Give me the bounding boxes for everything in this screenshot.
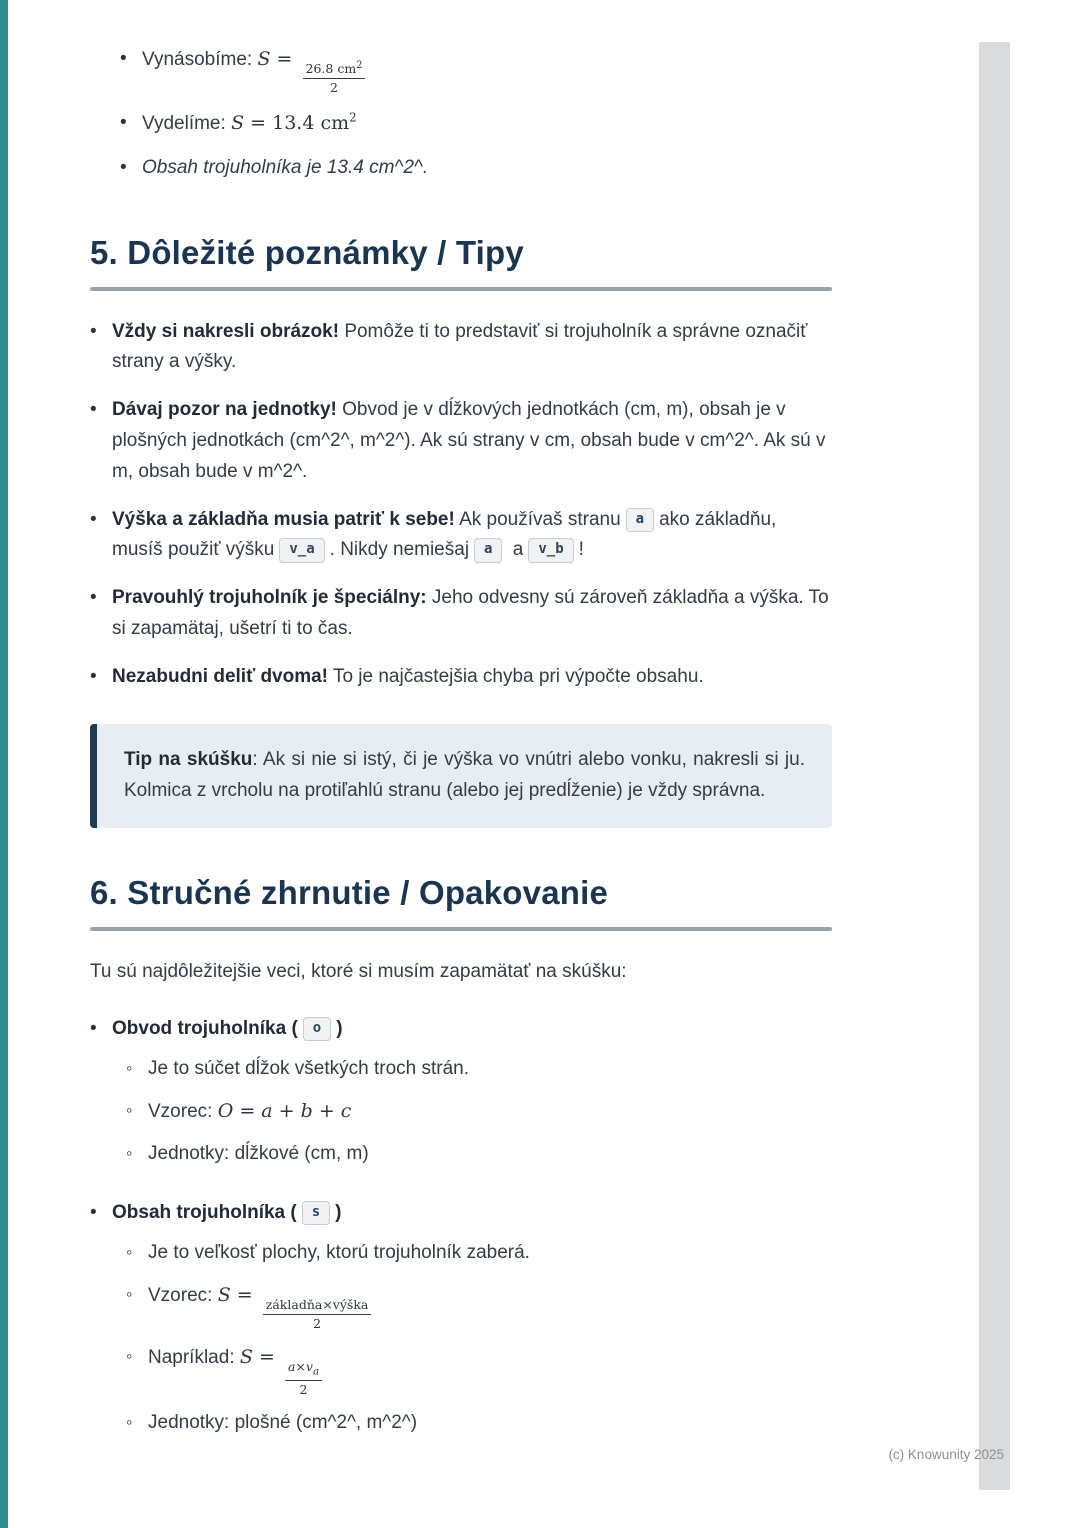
inline-code-a: a (626, 508, 654, 533)
bullet-icon (120, 108, 142, 139)
bullet-icon (90, 583, 112, 614)
list-item: • Obvod trojuholníka ( o ) ◦ Je to súčet dĺžok všetkých troch strán. ◦ Vzorec: O = a + b + c ◦ Jednotky: dĺžkové (cm, m) (90, 1014, 832, 1181)
circle-bullet-icon (126, 1096, 148, 1127)
document-content (90, 44, 832, 1467)
heading-rule (90, 927, 832, 931)
left-edge-accent-bar (0, 0, 8, 1528)
list-item (120, 108, 832, 140)
tips-list (90, 317, 832, 693)
bullet-icon (90, 1014, 112, 1045)
tip-lead: Nezabudni deliť dvoma! (112, 665, 329, 687)
bullet-icon (90, 662, 112, 693)
fraction: $\frac{a\times v_a}{2}$ (285, 1359, 322, 1397)
inline-code-o: o (303, 1017, 331, 1042)
step-label: Vydelíme: (142, 113, 226, 135)
section-5-heading: 5. Dôležité poznámky / Tipy (90, 233, 524, 271)
scrollbar-thumb[interactable] (979, 42, 1010, 1490)
obvod-sublist (126, 1054, 832, 1169)
obsah-sublist (126, 1238, 832, 1439)
inline-code-s: s (302, 1201, 330, 1226)
math-formula: S = 13.4 $cm^2$ (231, 110, 357, 135)
list-item: • Obsah trojuholníka ( s ) ◦ Je to veľkosť plochy, ktorú trojuholník zaberá. ◦ Vzorec: S = $\frac{\text{základňa×výška}}{2}$ ◦ Napríklad: S = $\frac{a\times v_a}{2}$ ◦ Jednotky: plošné (cm^2^, m^2^) (90, 1198, 832, 1450)
bullet-icon (90, 505, 112, 536)
list-item: • Dávaj pozor na jednotky! Obvod je v dĺžkových jednotkách (cm, m), obsah je v plošných jednotkách (cm^2^, m^2^). Ak sú strany v cm, obsah bude v cm^2^. Ak sú v m, obsah bude v m^2^. (90, 395, 832, 487)
circle-bullet-icon (126, 1280, 148, 1311)
bullet-icon (90, 395, 112, 426)
math-formula: S = $\frac{a\times v_a}{2}$ (240, 1346, 322, 1368)
conclusion-text: Obsah trojuholníka je 13.4 cm^2^. (142, 157, 429, 179)
list-item: • Nezabudni deliť dvoma! To je najčastejšia chyba pri výpočte obsahu. (90, 662, 832, 693)
list-item: ◦ Jednotky: plošné (cm^2^, m^2^) (126, 1408, 832, 1439)
exam-tip-callout: Tip na skúšku: Ak si nie si istý, či je výška vo vnútri alebo vonku, nakresli si ju. Kolmica z vrcholu na protiľahlú stranu (alebo jej predĺženie) je vždy správna. (90, 724, 832, 828)
section-6-heading: 6. Stručné zhrnutie / Opakovanie (90, 873, 609, 911)
tip-lead: Pravouhlý trojuholník je špeciálny: (112, 587, 427, 609)
formula-label: Vzorec: (148, 1285, 213, 1307)
list-item: • Vždy si nakresli obrázok! Pomôže ti to predstaviť si trojuholník a správne označiť strany a výšky. (90, 317, 832, 379)
bullet-icon (120, 44, 142, 75)
math-formula: S = $\frac{26.8 cm^2}{2}$ (257, 48, 365, 70)
bullet-icon (120, 153, 142, 184)
summary-lead: Obsah trojuholníka ( (112, 1201, 297, 1223)
list-item: ◦ Jednotky: dĺžkové (cm, m) (126, 1139, 832, 1170)
list-item (126, 1342, 832, 1397)
summary-intro: Tu sú najdôležitejšie veci, ktoré si musím zapamätať na skúšku: (90, 960, 627, 982)
fraction: $\frac{\text{základňa×výška}}{2}$ (263, 1297, 372, 1331)
list-item: • Pravouhlý trojuholník je špeciálny: Jeho odvesny sú zároveň základňa a výška. To si zapamätaj, ušetrí ti to čas. (90, 583, 832, 645)
list-item: • Výška a základňa musia patriť k sebe! Ak používaš stranu a ako základňu, musíš použiť výšku v_a . Nikdy nemiešaj a a v_b ! (90, 505, 832, 567)
step-label: Vynásobíme: (142, 49, 253, 70)
list-item (120, 153, 832, 184)
circle-bullet-icon (126, 1238, 148, 1269)
formula-label: Vzorec: (148, 1101, 213, 1123)
formula-label: Napríklad: (148, 1347, 235, 1369)
circle-bullet-icon (126, 1054, 148, 1085)
calculation-steps-list (120, 44, 832, 184)
math-formula: O = a + b + c (217, 1100, 352, 1123)
summary-list (90, 1014, 832, 1451)
circle-bullet-icon (126, 1342, 148, 1373)
list-item: ◦ Je to veľkosť plochy, ktorú trojuholník zaberá. (126, 1238, 832, 1269)
math-formula: S = $\frac{\text{základňa×výška}}{2}$ (218, 1284, 372, 1306)
inline-code-v-a: v_a (279, 538, 324, 563)
tip-lead: Dávaj pozor na jednotky! (112, 399, 337, 421)
list-item (120, 44, 832, 95)
bullet-icon (90, 317, 112, 348)
heading-rule (90, 287, 832, 291)
tip-lead: Výška a základňa musia patriť k sebe! (112, 508, 455, 530)
tip-lead: Vždy si nakresli obrázok! (112, 320, 340, 342)
circle-bullet-icon (126, 1139, 148, 1170)
footer-credit: (c) Knowunity 2025 (888, 1447, 1004, 1462)
inline-code-v-b: v_b (528, 538, 573, 563)
list-item: ◦ Je to súčet dĺžok všetkých troch strán. (126, 1054, 832, 1085)
fraction: $\frac{26.8 cm^2}{2}$ (303, 60, 366, 95)
list-item (126, 1096, 832, 1128)
inline-code-a: a (474, 538, 502, 563)
callout-lead: Tip na skúšku (124, 749, 253, 771)
summary-lead: Obvod trojuholníka ( (112, 1017, 298, 1039)
list-item (126, 1280, 832, 1331)
bullet-icon (90, 1198, 112, 1229)
circle-bullet-icon (126, 1408, 148, 1439)
